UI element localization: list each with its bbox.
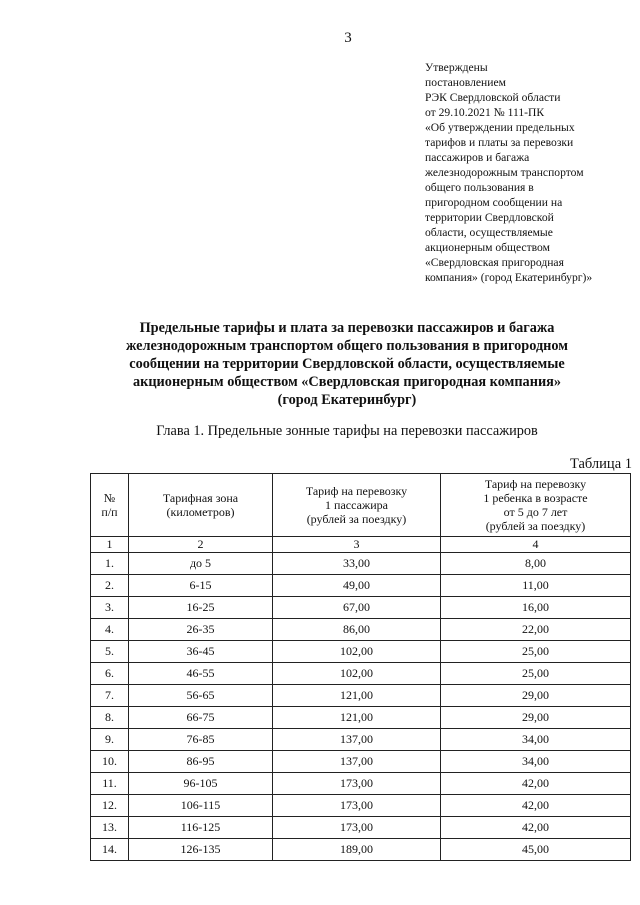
approval-line: акционерным обществом: [425, 241, 550, 254]
adult-fare-cell: 121,00: [273, 685, 441, 707]
table-row: [91, 839, 631, 861]
table-row: [91, 619, 631, 641]
zone-cell: 46-55: [129, 663, 273, 685]
adult-fare-cell: 137,00: [273, 751, 441, 773]
row-number-cell: 8.: [91, 707, 129, 729]
child-fare-cell: 34,00: [441, 751, 631, 773]
child-fare-cell: 8,00: [441, 553, 631, 575]
row-number-cell: 2.: [91, 575, 129, 597]
table-row: [91, 729, 631, 751]
approval-line: общего пользования в: [425, 181, 534, 194]
adult-fare-cell: 86,00: [273, 619, 441, 641]
zone-cell: 16-25: [129, 597, 273, 619]
header-zone: [129, 474, 273, 537]
table-row: [91, 795, 631, 817]
adult-fare-cell: 33,00: [273, 553, 441, 575]
zone-cell: 26-35: [129, 619, 273, 641]
table-row: [91, 641, 631, 663]
approval-line: пассажиров и багажа: [425, 151, 530, 164]
column-index-row: [91, 537, 631, 553]
adult-fare-cell: 121,00: [273, 707, 441, 729]
header-adult-line: 1 пассажира: [325, 498, 388, 512]
approval-line: компания» (город Екатеринбург)»: [425, 271, 593, 284]
child-fare-cell: 42,00: [441, 773, 631, 795]
child-fare-cell: 42,00: [441, 817, 631, 839]
approval-line: «Свердловская пригородная: [425, 256, 564, 269]
child-fare-cell: 16,00: [441, 597, 631, 619]
title-line: акционерным обществом «Свердловская пригородная компания»: [132, 374, 562, 390]
header-child-line: 1 ребенка в возрасте: [483, 491, 588, 505]
tariff-table: [90, 473, 631, 861]
header-child-line: Тариф на перевозку: [484, 477, 587, 491]
header-child-line: от 5 до 7 лет: [503, 505, 568, 519]
zone-cell: 66-75: [129, 707, 273, 729]
adult-fare-cell: 189,00: [273, 839, 441, 861]
zone-cell: 76-85: [129, 729, 273, 751]
zone-cell: 106-115: [129, 795, 273, 817]
column-index: 4: [441, 537, 631, 553]
header-adult-fare: [273, 474, 441, 537]
chapter-heading: Глава 1. Предельные зонные тарифы на перевозки пассажиров: [156, 423, 538, 439]
child-fare-cell: 22,00: [441, 619, 631, 641]
zone-cell: 6-15: [129, 575, 273, 597]
child-fare-cell: 25,00: [441, 663, 631, 685]
header-number-line: п/п: [101, 505, 118, 519]
zone-cell: 36-45: [129, 641, 273, 663]
row-number-cell: 9.: [91, 729, 129, 751]
header-zone-line: (километров): [166, 505, 235, 519]
adult-fare-cell: 173,00: [273, 817, 441, 839]
approval-line: тарифов и платы за перевозки: [425, 136, 574, 149]
adult-fare-cell: 67,00: [273, 597, 441, 619]
document-title: [60, 319, 634, 409]
header-zone-line: Тарифная зона: [162, 491, 239, 505]
zone-cell: до 5: [129, 553, 273, 575]
zone-cell: 86-95: [129, 751, 273, 773]
header-number-line: №: [103, 491, 116, 505]
header-adult-line: (рублей за поездку): [306, 512, 407, 526]
zone-cell: 126-135: [129, 839, 273, 861]
table-row: [91, 817, 631, 839]
header-adult-line: Тариф на перевозку: [305, 484, 408, 498]
adult-fare-cell: 49,00: [273, 575, 441, 597]
column-index: 2: [129, 537, 273, 553]
title-line: Предельные тарифы и плата за перевозки пассажиров и багажа: [139, 320, 555, 336]
table-row: [91, 553, 631, 575]
adult-fare-cell: 173,00: [273, 773, 441, 795]
row-number-cell: 1.: [91, 553, 129, 575]
approval-block: [425, 60, 635, 285]
child-fare-cell: 11,00: [441, 575, 631, 597]
header-child-fare: [441, 474, 631, 537]
row-number-cell: 12.: [91, 795, 129, 817]
column-index: 3: [273, 537, 441, 553]
approval-line: РЭК Свердловской области: [425, 91, 561, 104]
approval-line: «Об утверждении предельных: [425, 121, 575, 134]
header-child-line: (рублей за поездку): [485, 519, 586, 533]
title-line: железнодорожным транспортом общего пользования в пригородном: [125, 338, 569, 354]
table-row: [91, 597, 631, 619]
child-fare-cell: 45,00: [441, 839, 631, 861]
table-header-row: [91, 474, 631, 537]
table-row: [91, 575, 631, 597]
row-number-cell: 5.: [91, 641, 129, 663]
table-row: [91, 685, 631, 707]
child-fare-cell: 29,00: [441, 707, 631, 729]
child-fare-cell: 42,00: [441, 795, 631, 817]
row-number-cell: 13.: [91, 817, 129, 839]
child-fare-cell: 25,00: [441, 641, 631, 663]
adult-fare-cell: 102,00: [273, 641, 441, 663]
column-index: 1: [91, 537, 129, 553]
zone-cell: 96-105: [129, 773, 273, 795]
approval-line: территории Свердловской: [425, 211, 554, 224]
child-fare-cell: 34,00: [441, 729, 631, 751]
table-row: [91, 707, 631, 729]
row-number-cell: 3.: [91, 597, 129, 619]
row-number-cell: 7.: [91, 685, 129, 707]
approval-line: области, осуществляемые: [425, 226, 553, 239]
adult-fare-cell: 137,00: [273, 729, 441, 751]
row-number-cell: 10.: [91, 751, 129, 773]
approval-line: постановлением: [425, 76, 506, 89]
approval-line: железнодорожным транспортом: [425, 166, 584, 179]
zone-cell: 116-125: [129, 817, 273, 839]
table-row: [91, 751, 631, 773]
title-line: (город Екатеринбург): [277, 392, 417, 408]
row-number-cell: 11.: [91, 773, 129, 795]
table-row: [91, 773, 631, 795]
approval-line: пригородном сообщении на: [425, 196, 563, 209]
approval-line: от 29.10.2021 № 111-ПК: [425, 106, 545, 119]
page-number: 3: [344, 30, 352, 46]
child-fare-cell: 29,00: [441, 685, 631, 707]
zone-cell: 56-65: [129, 685, 273, 707]
row-number-cell: 6.: [91, 663, 129, 685]
table-row: [91, 663, 631, 685]
row-number-cell: 14.: [91, 839, 129, 861]
table-label: Таблица 1: [569, 456, 632, 472]
header-number: [91, 474, 129, 537]
row-number-cell: 4.: [91, 619, 129, 641]
title-line: сообщении на территории Свердловской области, осуществляемые: [129, 356, 565, 372]
approval-line: Утверждены: [425, 61, 488, 74]
adult-fare-cell: 173,00: [273, 795, 441, 817]
adult-fare-cell: 102,00: [273, 663, 441, 685]
